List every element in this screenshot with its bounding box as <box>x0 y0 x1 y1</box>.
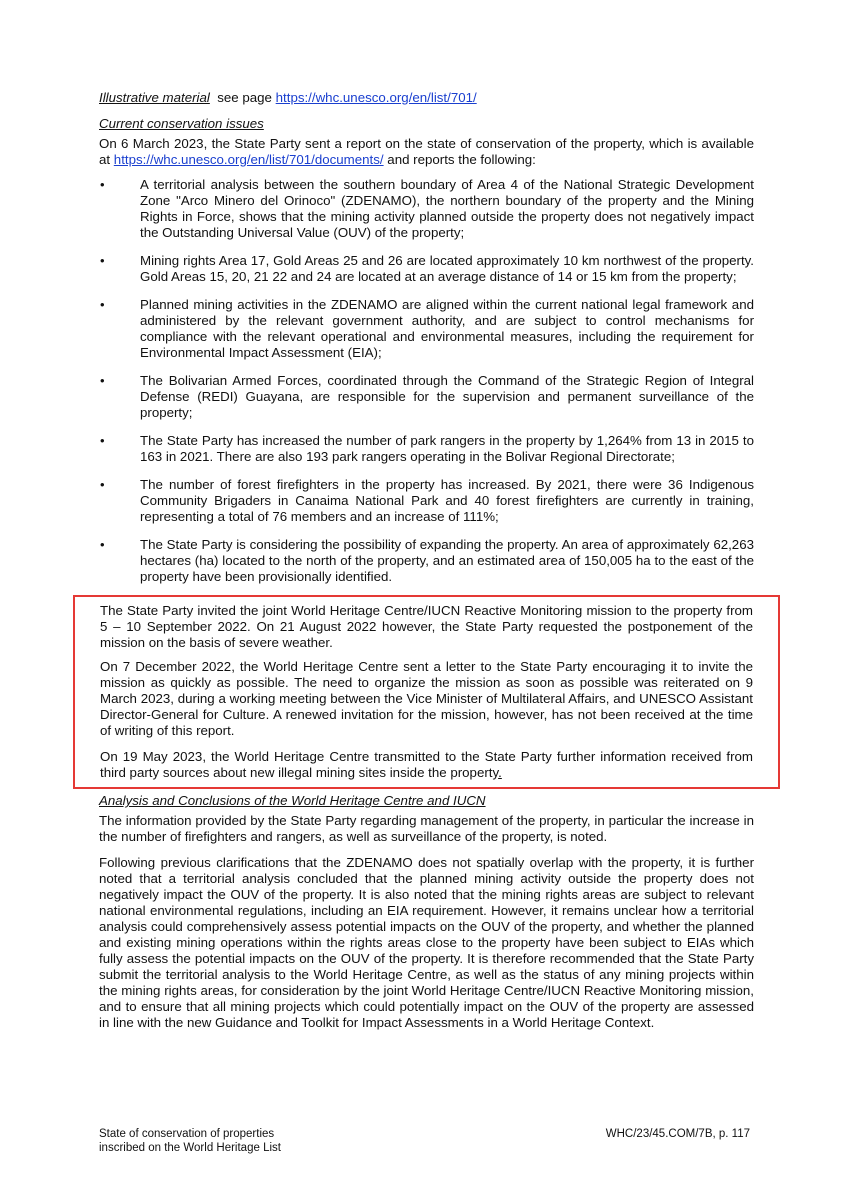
list-item <box>99 537 754 585</box>
illustrative-material-line <box>99 90 754 106</box>
mission-paragraph-3-end: . <box>498 765 502 780</box>
list-item <box>99 253 754 285</box>
footer-left-line-2: inscribed on the World Heritage List <box>99 1142 281 1154</box>
footer-left-line-1: State of conservation of properties <box>99 1128 275 1140</box>
intro-text-after: and reports the following: <box>387 152 536 167</box>
analysis-section <box>99 793 754 1031</box>
intro-text-before: On 6 March 2023, the State Party sent a report on the state of conservation of the property, which is available at <box>99 136 754 167</box>
list-item <box>99 433 754 465</box>
analysis-heading: Analysis and Conclusions of the World Heritage Centre and IUCN <box>99 793 486 808</box>
bullet-icon: • <box>100 433 105 448</box>
list-item-text: The number of forest firefighters in the property has increased. By 2021, there were 36 Indigenous Community Brigaders in Canaima National Park and 40 forest firefighters are currently in training, representing a total of 76 members and an increase of 111%; <box>140 477 754 524</box>
documents-link[interactable]: https://whc.unesco.org/en/list/701/documents/ <box>113 152 384 167</box>
footer-page-reference: WHC/23/45.COM/7B, p. 117 <box>605 1128 750 1140</box>
highlighted-mission-section <box>73 595 780 789</box>
footer-left <box>99 1127 281 1155</box>
illustrative-material-label: Illustrative material <box>99 90 210 105</box>
analysis-paragraph-2: Following previous clarifications that the ZDENAMO does not spatially overlap with the property, it is further noted that a territorial analysis concluded that the planned mining activity outside the property does not negatively impact the OUV of the property. It is also noted that the mining rights areas are subject to relevant national environmental regulations, including an EIA requirement. However, it remains unclear how a territorial analysis could comprehensively assess potential impacts on the OUV of the property, and whether the planned and existing mining operations within the rights areas close to the property have been subject to EIAs which fully assess the potential impacts on the OUV of the property. It is therefore recommended that the State Party submit the territorial analysis to the World Heritage Centre, as well as the status of any mining projects within the mining rights areas, for consideration by the joint World Heritage Centre/IUCN Reactive Monitoring mission, and to ensure that all mining projects which could potentially impact on the OUV of the property are assessed in line with the new Guidance and Toolkit for Impact Assessments in a World Heritage Context. <box>99 855 754 1030</box>
mission-paragraph-3 <box>100 749 753 781</box>
mission-paragraph-2: On 7 December 2022, the World Heritage Centre sent a letter to the State Party encouraging it to invite the mission as quickly as possible. The need to organize the mission as soon as possible was reiterated on 9 March 2023, during a working meeting between the Vice Minister of Multilateral Affairs, and UNESCO Assistant Director-General for Culture. A renewed invitation for the mission, however, has not been received at the time of writing of this report. <box>100 659 753 738</box>
mission-paragraph-3-text: On 19 May 2023, the World Heritage Centre transmitted to the State Party further information received from third party sources about new illegal mining sites inside the property <box>100 749 753 780</box>
bullet-icon: • <box>100 537 105 552</box>
mission-paragraph-1: The State Party invited the joint World Heritage Centre/IUCN Reactive Monitoring mission to the property from 5 – 10 September 2022. On 21 August 2022 however, the State Party requested the postponement of the mission on the basis of severe weather. <box>100 603 753 650</box>
list-item-text: Planned mining activities in the ZDENAMO are aligned within the current national legal framework and administered by the relevant government authority, and are subject to control mechanisms for compliance with the relevant operational and environmental measures, including the requirement for Environmental Impact Assessment (EIA); <box>140 297 754 360</box>
illustrative-material-text: see page <box>217 90 272 105</box>
page-content <box>99 90 754 1031</box>
bullet-icon: • <box>100 177 105 192</box>
current-intro-paragraph <box>99 136 754 168</box>
analysis-paragraph-1: The information provided by the State Party regarding management of the property, in particular the increase in the number of firefighters and rangers, as well as surveillance of the property, is noted. <box>99 813 754 844</box>
list-item-text: Mining rights Area 17, Gold Areas 25 and 26 are located approximately 10 km northwest of the property. Gold Areas 15, 20, 21 22 and 24 are located at an average distance of 14 or 15 km from the property; <box>140 253 754 284</box>
list-item <box>99 477 754 525</box>
list-item-text: The Bolivarian Armed Forces, coordinated through the Command of the Strategic Region of Integral Defense (REDI) Guayana, are responsible for the supervision and permanent surveillance of the property; <box>140 373 754 420</box>
current-conservation-heading: Current conservation issues <box>99 116 264 131</box>
list-item-text: The State Party has increased the number of park rangers in the property by 1,264% from 13 in 2015 to 163 in 2021. There are also 193 park rangers operating in the Bolivar Regional Directorate; <box>140 433 754 464</box>
list-item-text: A territorial analysis between the southern boundary of Area 4 of the National Strategic Development Zone "Arco Minero del Orinoco" (ZDENAMO), the northern boundary of the property and the Mining Rights in Force, shows that the mining activity planned outside the property does not negatively impact the Outstanding Universal Value (OUV) of the property; <box>140 177 754 240</box>
bullet-icon: • <box>100 297 105 312</box>
bullet-icon: • <box>100 253 105 268</box>
bullet-icon: • <box>100 373 105 388</box>
list-item-text: The State Party is considering the possibility of expanding the property. An area of approximately 62,263 hectares (ha) located to the north of the property, and an estimated area of 150,005 ha to the east of the property have been provisionally identified. <box>140 537 754 584</box>
list-item <box>99 297 754 361</box>
list-item <box>99 177 754 241</box>
list-item <box>99 373 754 421</box>
bullet-icon: • <box>100 477 105 492</box>
reported-issues-list <box>99 177 754 585</box>
property-page-link[interactable]: https://whc.unesco.org/en/list/701/ <box>275 90 477 105</box>
